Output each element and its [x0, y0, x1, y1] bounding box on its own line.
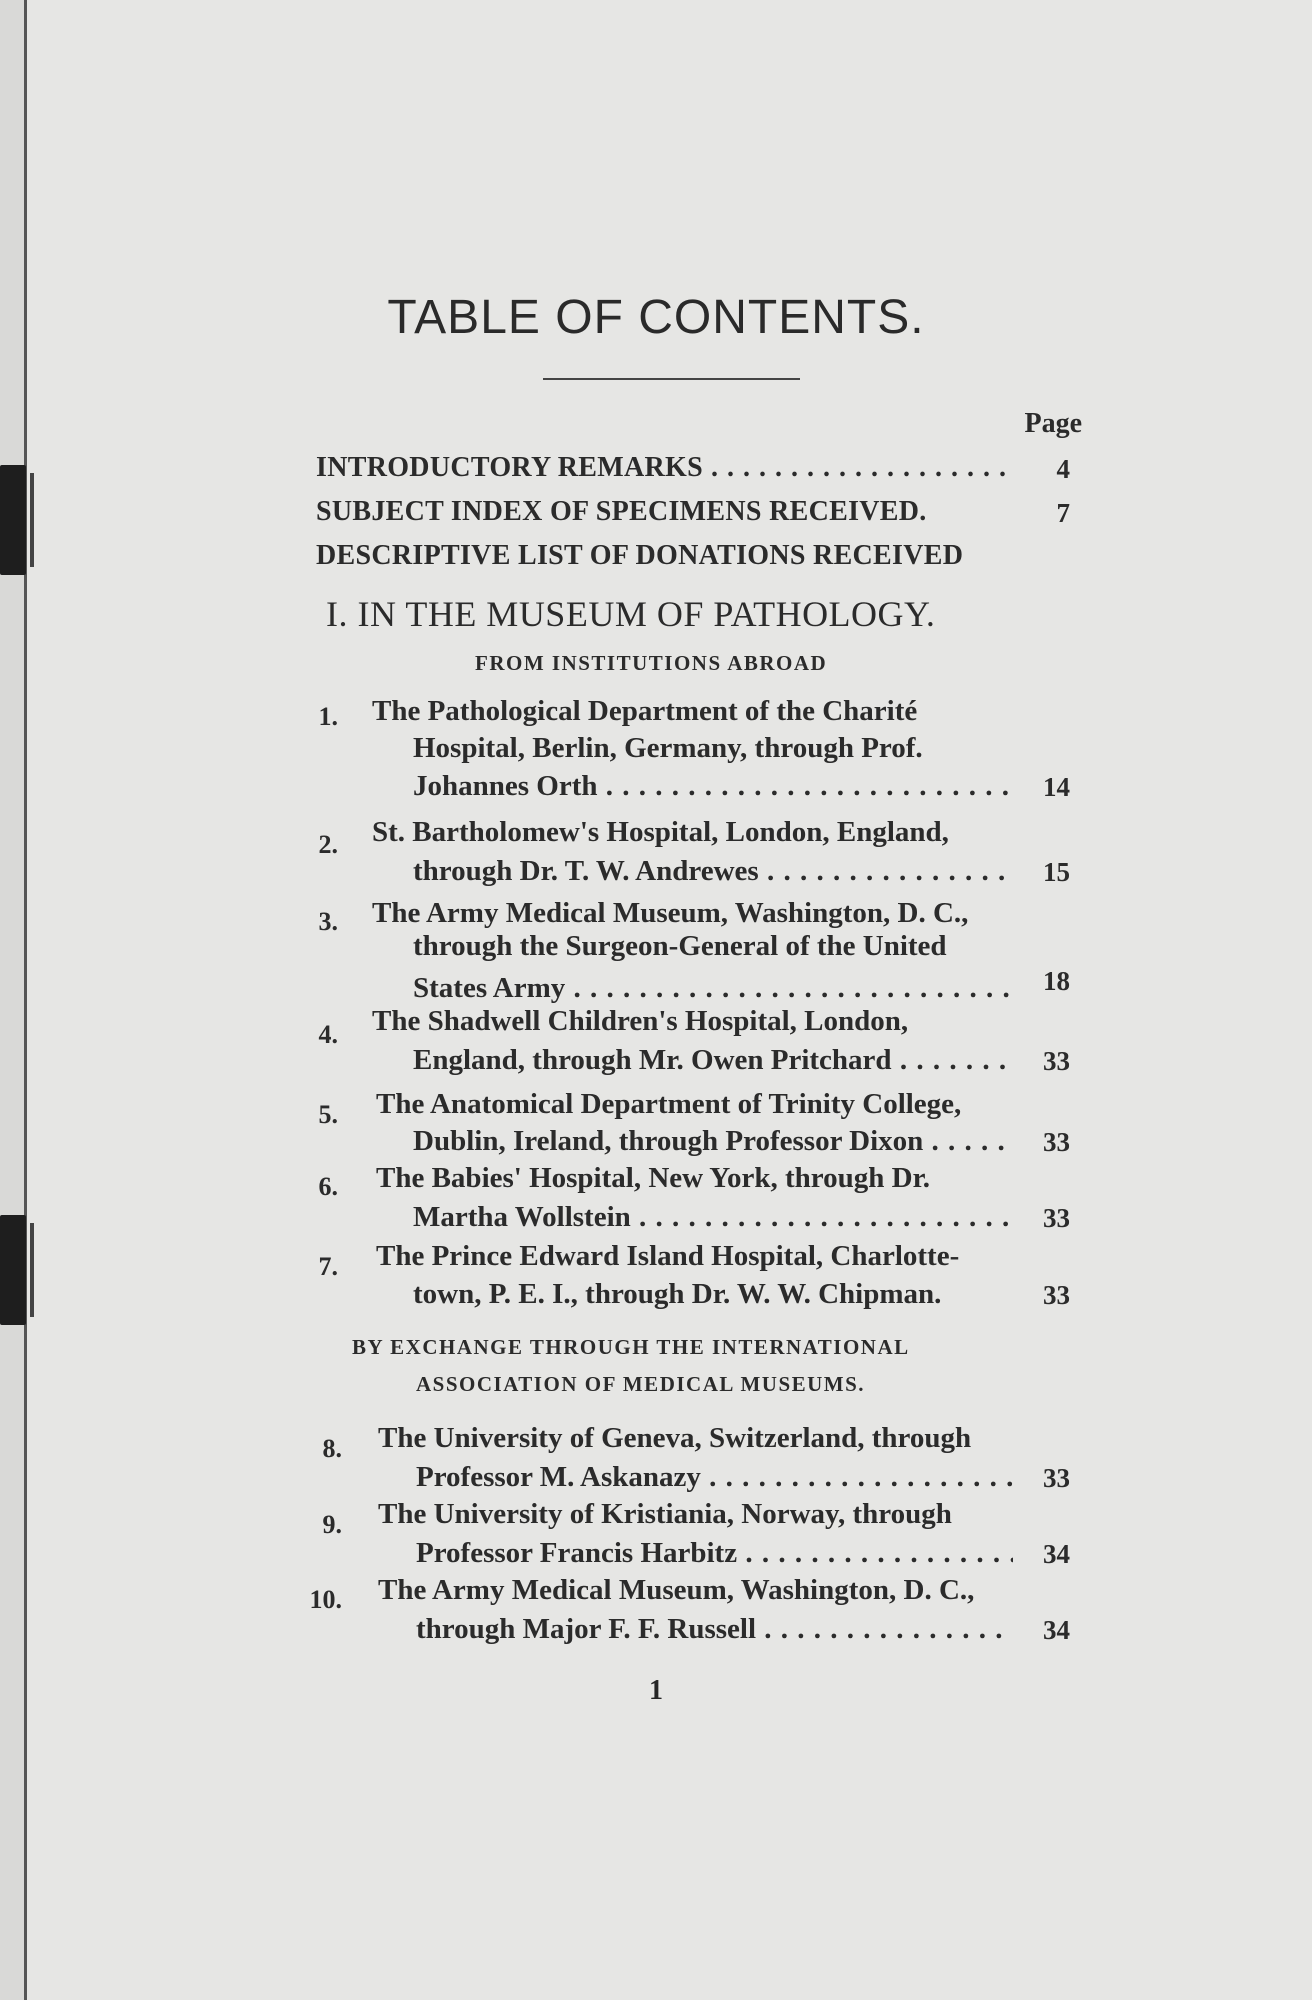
- entry-6-line-2: Martha Wollstein . . .: [413, 1201, 1013, 1234]
- entry-10-line-2: through Major F. F. Russell . . .: [416, 1613, 1013, 1646]
- entry-8-line-2: Professor M. Askanazy . . .: [416, 1461, 1013, 1494]
- binding-clip-bottom: [0, 1215, 26, 1325]
- entry-7-line-1: The Prince Edward Island Hospital, Charlotte-: [376, 1240, 960, 1272]
- entry-6-line-1: The Babies' Hospital, New York, through Dr.: [376, 1162, 931, 1194]
- entry-1-line-1: The Pathological Department of the Charité: [372, 695, 918, 727]
- toc-front-1: INTRODUCTORY REMARKS . . .: [316, 452, 1016, 484]
- entry-number: 9.: [322, 1510, 342, 1539]
- toc-front-3: DESCRIPTIVE LIST OF DONATIONS RECEIVED: [316, 540, 964, 571]
- toc-front-2: SUBJECT INDEX OF SPECIMENS RECEIVED.: [316, 496, 927, 527]
- title-rule: [543, 378, 800, 380]
- entry-9-line-1: The University of Kristiania, Norway, through: [378, 1498, 952, 1530]
- entry-1-line-3: Johannes Orth . . .: [413, 770, 1013, 803]
- entry-5-line-1: The Anatomical Department of Trinity College,: [376, 1088, 962, 1120]
- entry-5-line-2: Dublin, Ireland, through Professor Dixon . . .: [413, 1125, 1013, 1158]
- entry-1-line-2: Hospital, Berlin, Germany, through Prof.: [413, 732, 923, 764]
- section-heading: I. IN THE MUSEUM OF PATHOLOGY.: [326, 594, 936, 634]
- page-title: TABLE OF CONTENTS.: [387, 291, 925, 344]
- entry-1-page: 14: [1043, 772, 1070, 802]
- page-number: 1: [649, 1675, 663, 1706]
- entry-5-page: 33: [1043, 1127, 1070, 1157]
- entry-7-line-2: town, P. E. I., through Dr. W. W. Chipman.: [413, 1278, 942, 1310]
- entry-3-line-1: The Army Medical Museum, Washington, D. C.,: [372, 897, 969, 929]
- entry-4-page: 33: [1043, 1046, 1070, 1076]
- entry-number: 4.: [318, 1020, 338, 1049]
- entry-4-line-1: The Shadwell Children's Hospital, London,: [372, 1005, 909, 1037]
- entry-2-line-1: St. Bartholomew's Hospital, London, England,: [372, 816, 949, 848]
- page-column-header: Page: [1024, 408, 1082, 439]
- binding-clip-top: [0, 465, 26, 575]
- entry-3-page: 18: [1043, 966, 1070, 996]
- entry-number: 1.: [318, 702, 338, 731]
- toc-front-1-page: 4: [1056, 454, 1070, 484]
- entry-6-page: 33: [1043, 1203, 1070, 1233]
- entry-8-line-1: The University of Geneva, Switzerland, through: [378, 1422, 972, 1454]
- entry-2-page: 15: [1043, 857, 1070, 887]
- entry-number: 3.: [318, 907, 338, 936]
- entry-number: 10.: [309, 1585, 342, 1614]
- entry-8-page: 33: [1043, 1463, 1070, 1493]
- entry-number: 5.: [318, 1100, 338, 1129]
- entry-9-page: 34: [1043, 1539, 1070, 1569]
- toc-front-2-page: 7: [1056, 498, 1070, 528]
- entry-3-line-2: through the Surgeon-General of the United: [413, 930, 947, 962]
- entry-3-line-3: States Army . . .: [413, 972, 1013, 1005]
- entry-9-line-2: Professor Francis Harbitz . . .: [416, 1537, 1013, 1570]
- entry-10-line-1: The Army Medical Museum, Washington, D. C.,: [378, 1574, 975, 1606]
- entry-2-line-2: through Dr. T. W. Andrewes . . .: [413, 855, 1013, 888]
- entry-7-page: 33: [1043, 1280, 1070, 1310]
- entry-number: 6.: [318, 1172, 338, 1201]
- entry-4-line-2: England, through Mr. Owen Pritchard . . .: [413, 1044, 1013, 1077]
- subheading-exchange-line-2: ASSOCIATION OF MEDICAL MUSEUMS.: [416, 1372, 866, 1396]
- entry-10-page: 34: [1043, 1615, 1070, 1645]
- entry-number: 7.: [318, 1252, 338, 1281]
- entry-number: 8.: [322, 1434, 342, 1463]
- subheading-institutions-abroad: FROM INSTITUTIONS ABROAD: [475, 651, 828, 675]
- subheading-exchange-line-1: BY EXCHANGE THROUGH THE INTERNATIONAL: [352, 1335, 910, 1359]
- entry-number: 2.: [318, 830, 338, 859]
